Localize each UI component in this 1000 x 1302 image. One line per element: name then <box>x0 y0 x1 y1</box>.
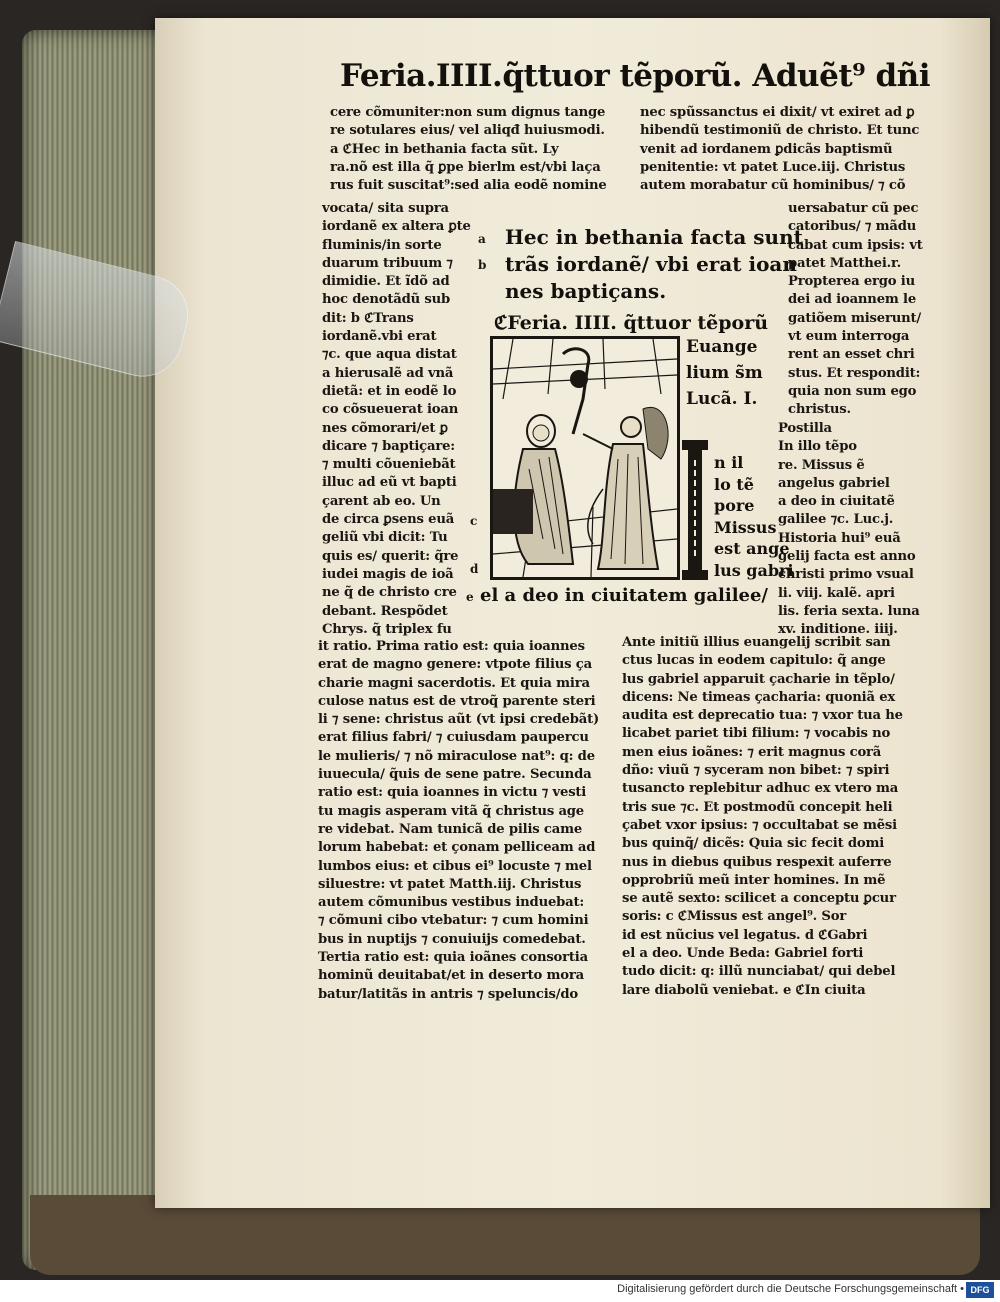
col-left-narrow-line: debant. Respõdet <box>322 603 448 619</box>
gospel-continue: el a deo in ciuitatem galilee/ <box>480 585 769 606</box>
central-text-line: trãs iordanẽ/ vbi erat ioan <box>505 252 797 276</box>
postilla-line: Historia hui⁹ euã <box>778 530 901 546</box>
col-right-bottom-line: Ante initiũ illius euangelij scribit san <box>622 635 891 650</box>
col-left-narrow-line: de circa ꝑsens euã <box>322 512 455 528</box>
col-right-narrow-line: uersabatur cũ pec <box>788 201 919 216</box>
col-right-narrow-line: cabat cum ipsis: vt <box>788 237 923 253</box>
pericope-heading: ℭFeria. IIII. q̃ttuor tẽporũ <box>494 312 769 334</box>
col-left-top-line: re sotulares eius/ vel aliqđ huiusmodi. <box>330 123 605 139</box>
col-right-bottom-line: çabet vxor ipsius: ⁊ occultabat se mẽsi <box>622 817 897 833</box>
dfg-logo: DFG <box>966 1282 994 1298</box>
postilla-line: li. viij. kalẽ. apri <box>778 585 895 601</box>
footer-credit: Digitalisierung gefördert durch die Deutsche Forschungsgemeinschaft • <box>617 1283 964 1295</box>
col-right-top-line: nec spũssanctus ei dixit/ vt exiret ad ꝑ <box>640 105 915 120</box>
col-left-narrow-line: fluminis/in sorte <box>322 237 442 253</box>
margin-letter-a: a <box>478 232 486 246</box>
col-left-narrow <box>322 200 471 639</box>
col-left-bottom-line: lorum habebat: et çonam pelliceam ad <box>318 840 596 856</box>
margin-letter-b: b <box>478 258 487 272</box>
col-left-bottom-line: batur/latitãs in antris ⁊ speluncis/do <box>318 986 578 1002</box>
col-left-bottom-line: erat de magno genere: vtpote filius ça <box>318 657 592 673</box>
col-left-bottom-line: Tertia ratio est: quia ioãnes consortia <box>318 950 588 966</box>
gospel-start-line: pore <box>714 496 755 515</box>
central-text-line: Hec in bethania facta sunt <box>505 225 803 249</box>
col-right-narrow-line: vt eum interroga <box>788 329 910 345</box>
col-right-bottom-line: ctus lucas in eodem capitulo: q̃ ange <box>622 653 886 669</box>
col-left-narrow-line: iordanẽ.vbi erat <box>322 329 437 345</box>
col-left-narrow-line: duarum tribuum ⁊ <box>322 255 453 271</box>
col-left-narrow-line: dit: b ℭTrans <box>322 310 414 326</box>
postilla-line: re. Missus ẽ <box>778 457 865 473</box>
col-right-top-line: penitentie: vt patet Luce.iij. Christus <box>640 159 906 175</box>
col-right-bottom-line: dño: viuũ ⁊ syceram non bibet: ⁊ spiri <box>622 763 890 779</box>
col-right-bottom-line: dicens: Ne timeas çacharia: quoniã ex <box>622 689 896 705</box>
col-left-top-line: a ℭHec in bethania facta sũt. Ly <box>330 141 559 157</box>
col-left-narrow-line: iudei magis de ioã <box>322 566 454 582</box>
gospel-start-line: lus gabri <box>714 560 794 580</box>
postilla-line: lis. feria sexta. luna <box>778 603 920 619</box>
col-right-bottom-line: se autẽ sexto: scilicet a conceptu ꝑcur <box>622 891 896 907</box>
gospel-start-line: lo tẽ <box>714 474 754 494</box>
postilla-line: Postilla <box>778 421 832 436</box>
col-left-narrow-line: vocata/ sita supra <box>322 201 449 216</box>
central-verse <box>505 224 803 305</box>
col-right-bottom <box>622 634 903 1000</box>
col-right-narrow-line: dei ad ioannem le <box>788 292 917 308</box>
col-left-narrow-line: nes cõmorari/et ꝑ <box>322 420 448 436</box>
col-right-top-line: hibendũ testimoniũ de christo. Et tunc <box>640 123 920 139</box>
col-right-bottom-line: men eius ioãnes: ⁊ erit magnus corã <box>622 744 882 760</box>
gospel-heading-line: Lucã. I. <box>686 389 758 409</box>
col-right-top <box>640 104 919 195</box>
col-left-narrow-line: co cõsueuerat ioan <box>322 402 459 418</box>
col-right-narrow-line: christus. <box>788 402 851 418</box>
col-left-bottom-line: ratio est: quia ioannes in victu ⁊ vesti <box>318 785 587 801</box>
central-text-line: nes baptiçans. <box>505 279 667 303</box>
col-left-bottom-line: charie magni sacerdotis. Et quia mira <box>318 675 590 691</box>
col-left-top <box>330 104 607 195</box>
col-right-top-line: venit ad iordanem ꝑdicãs baptismũ <box>640 141 893 157</box>
col-right-narrow-line: gatiõem miserunt/ <box>788 310 922 326</box>
col-left-narrow-line: ⁊ multi cõueniebãt <box>322 457 456 473</box>
col-left-bottom-line: lumbos eius: et cibus ei⁹ locuste ⁊ mel <box>318 858 592 874</box>
col-left-bottom <box>318 638 599 1004</box>
col-left-narrow-line: geliũ vbi dicit: Tu <box>322 530 448 546</box>
gospel-heading <box>686 334 763 412</box>
col-right-bottom-line: licabet pariet tibi filium: ⁊ vocabis no <box>622 726 891 742</box>
postilla-line: angelus gabriel <box>778 475 890 491</box>
col-left-narrow-line: ne q̃ de christo cre <box>322 585 457 601</box>
col-left-narrow-line: Chrys. q̃ triplex fu <box>322 621 452 637</box>
postilla-line: In illo tẽpo <box>778 439 857 455</box>
col-left-narrow-line: çarent ab eo. Un <box>322 493 441 509</box>
col-right-bottom-line: bus quinq̃/ dicẽs: Quia sic fecit domi <box>622 836 885 852</box>
postilla-line: xv. inditione. iiij. <box>778 622 898 638</box>
col-left-bottom-line: it ratio. Prima ratio est: quia ioannes <box>318 639 585 654</box>
col-left-bottom-line: bus in nuptijs ⁊ conuiuijs comedebat. <box>318 931 586 947</box>
col-right-bottom-line: lare diabolũ veniebat. e ℭIn ciuita <box>622 982 866 998</box>
col-left-top-line: rus fuit suscitat⁹:sed alia eodẽ nomine <box>330 178 607 194</box>
col-left-narrow-line: a hierusalẽ ad vnã <box>322 365 454 381</box>
col-left-narrow-line: dietã: et in eodẽ lo <box>322 383 457 399</box>
gospel-start <box>714 452 794 581</box>
col-right-bottom-line: lus gabriel apparuit çacharie in tẽplo/ <box>622 671 895 687</box>
col-left-narrow-line: dimidie. Et ĩdõ ad <box>322 274 450 290</box>
gospel-start-line: est ange <box>714 539 790 558</box>
col-left-narrow-line: illuc ad eũ vt bapti <box>322 475 457 491</box>
col-right-narrow-line: Propterea ergo iu <box>788 274 915 290</box>
postilla-block <box>778 420 920 640</box>
margin-letter-d: d <box>470 562 479 576</box>
col-right-narrow <box>788 200 923 420</box>
postilla-line: christi primo vsual <box>778 567 914 583</box>
margin-letter-c: c <box>470 514 478 528</box>
col-left-bottom-line: tu magis asperam vitã q̃ christus age <box>318 803 584 819</box>
gospel-heading-line: lium s̃m <box>686 363 763 383</box>
col-left-bottom-line: siluestre: vt patet Matth.iij. Christus <box>318 876 582 892</box>
col-right-narrow-line: rent an esset chri <box>788 347 915 363</box>
postilla-line: gelij facta est anno <box>778 549 916 565</box>
col-left-bottom-line: li ⁊ sene: christus aũt (vt ipsi credebãt) <box>318 712 600 728</box>
col-left-bottom-line: autem cõmunibus vestibus induebat: <box>318 895 585 911</box>
col-right-top-line: autem morabatur cũ hominibus/ ⁊ cõ <box>640 178 906 194</box>
col-right-bottom-line: opprobriũ meũ inter homines. In mẽ <box>622 872 886 888</box>
col-left-narrow-line: hoc denotãdũ sub <box>322 292 451 308</box>
col-left-bottom-line: culose natus est de vtroq̃ parente steri <box>318 693 596 709</box>
col-right-bottom-line: id est nũcius vel legatus. d ℭGabri <box>622 927 868 943</box>
col-left-bottom-line: re videbat. Nam tunicã de pilis came <box>318 821 583 837</box>
col-left-top-line: cere cõmuniter:non sum dignus tange <box>330 105 606 120</box>
decorated-initial-i <box>682 440 708 580</box>
gospel-start-line: n il <box>714 453 744 472</box>
col-right-narrow-line: patet Matthei.r. <box>788 255 901 271</box>
col-right-bottom-line: el a deo. Unde Beda: Gabriel forti <box>622 946 864 962</box>
postilla-line: galilee ⁊c. Luc.j. <box>778 512 894 528</box>
col-right-bottom-line: audita est deprecatio tua: ⁊ vxor tua he <box>622 708 903 724</box>
col-right-bottom-line: soris: c ℭMissus est angel⁹. Sor <box>622 909 847 925</box>
col-right-bottom-line: tusancto replebitur adhuc ex vtero ma <box>622 781 899 797</box>
col-left-narrow-line: dicare ⁊ baptiçare: <box>322 438 455 454</box>
annunciation-woodcut-image <box>490 336 680 580</box>
gospel-heading-line: Euange <box>686 337 758 357</box>
col-left-top-line: ra.nõ est illa q̃ ꝑpe bierlm est/vbi laça <box>330 159 601 175</box>
col-left-bottom-line: hominũ deuitabat/et in deserto mora <box>318 968 584 984</box>
margin-letter-e: e <box>466 590 474 604</box>
col-right-narrow-line: quia non sum ego <box>788 383 917 399</box>
gospel-start-line: Missus <box>714 517 777 537</box>
col-left-narrow-line: quis es/ querit: q̃re <box>322 548 459 564</box>
running-head: Feria.IIII.q̃ttuor tẽporũ. Aduẽt⁹ dñi <box>340 58 930 94</box>
col-left-narrow-line: ⁊c. que aqua distat <box>322 347 457 363</box>
col-left-bottom-line: iuuecula/ q̃uis de sene patre. Secunda <box>318 767 592 783</box>
col-right-bottom-line: tudo dicit: q: illũ nunciabat/ qui debel <box>622 964 896 980</box>
col-right-narrow-line: stus. Et respondit: <box>788 365 921 381</box>
col-left-bottom-line: ⁊ cõmuni cibo vtebatur: ⁊ cum homini <box>318 913 589 929</box>
col-right-bottom-line: nus in diebus quibus respexit auferre <box>622 854 892 870</box>
footer-bar <box>0 1280 1000 1302</box>
col-left-bottom-line: le mulieris/ ⁊ nõ miraculose nat⁹: q: de <box>318 748 595 764</box>
col-left-narrow-line: iordanẽ ex altera ꝑte <box>322 219 471 235</box>
postilla-line: a deo in ciuitatẽ <box>778 494 895 510</box>
col-right-bottom-line: tris sue ⁊c. Et postmodũ concepit heli <box>622 799 893 815</box>
col-right-narrow-line: catoribus/ ⁊ mãdu <box>788 219 917 235</box>
col-left-bottom-line: erat filius fabri/ ⁊ cuiusdam paupercu <box>318 730 589 746</box>
